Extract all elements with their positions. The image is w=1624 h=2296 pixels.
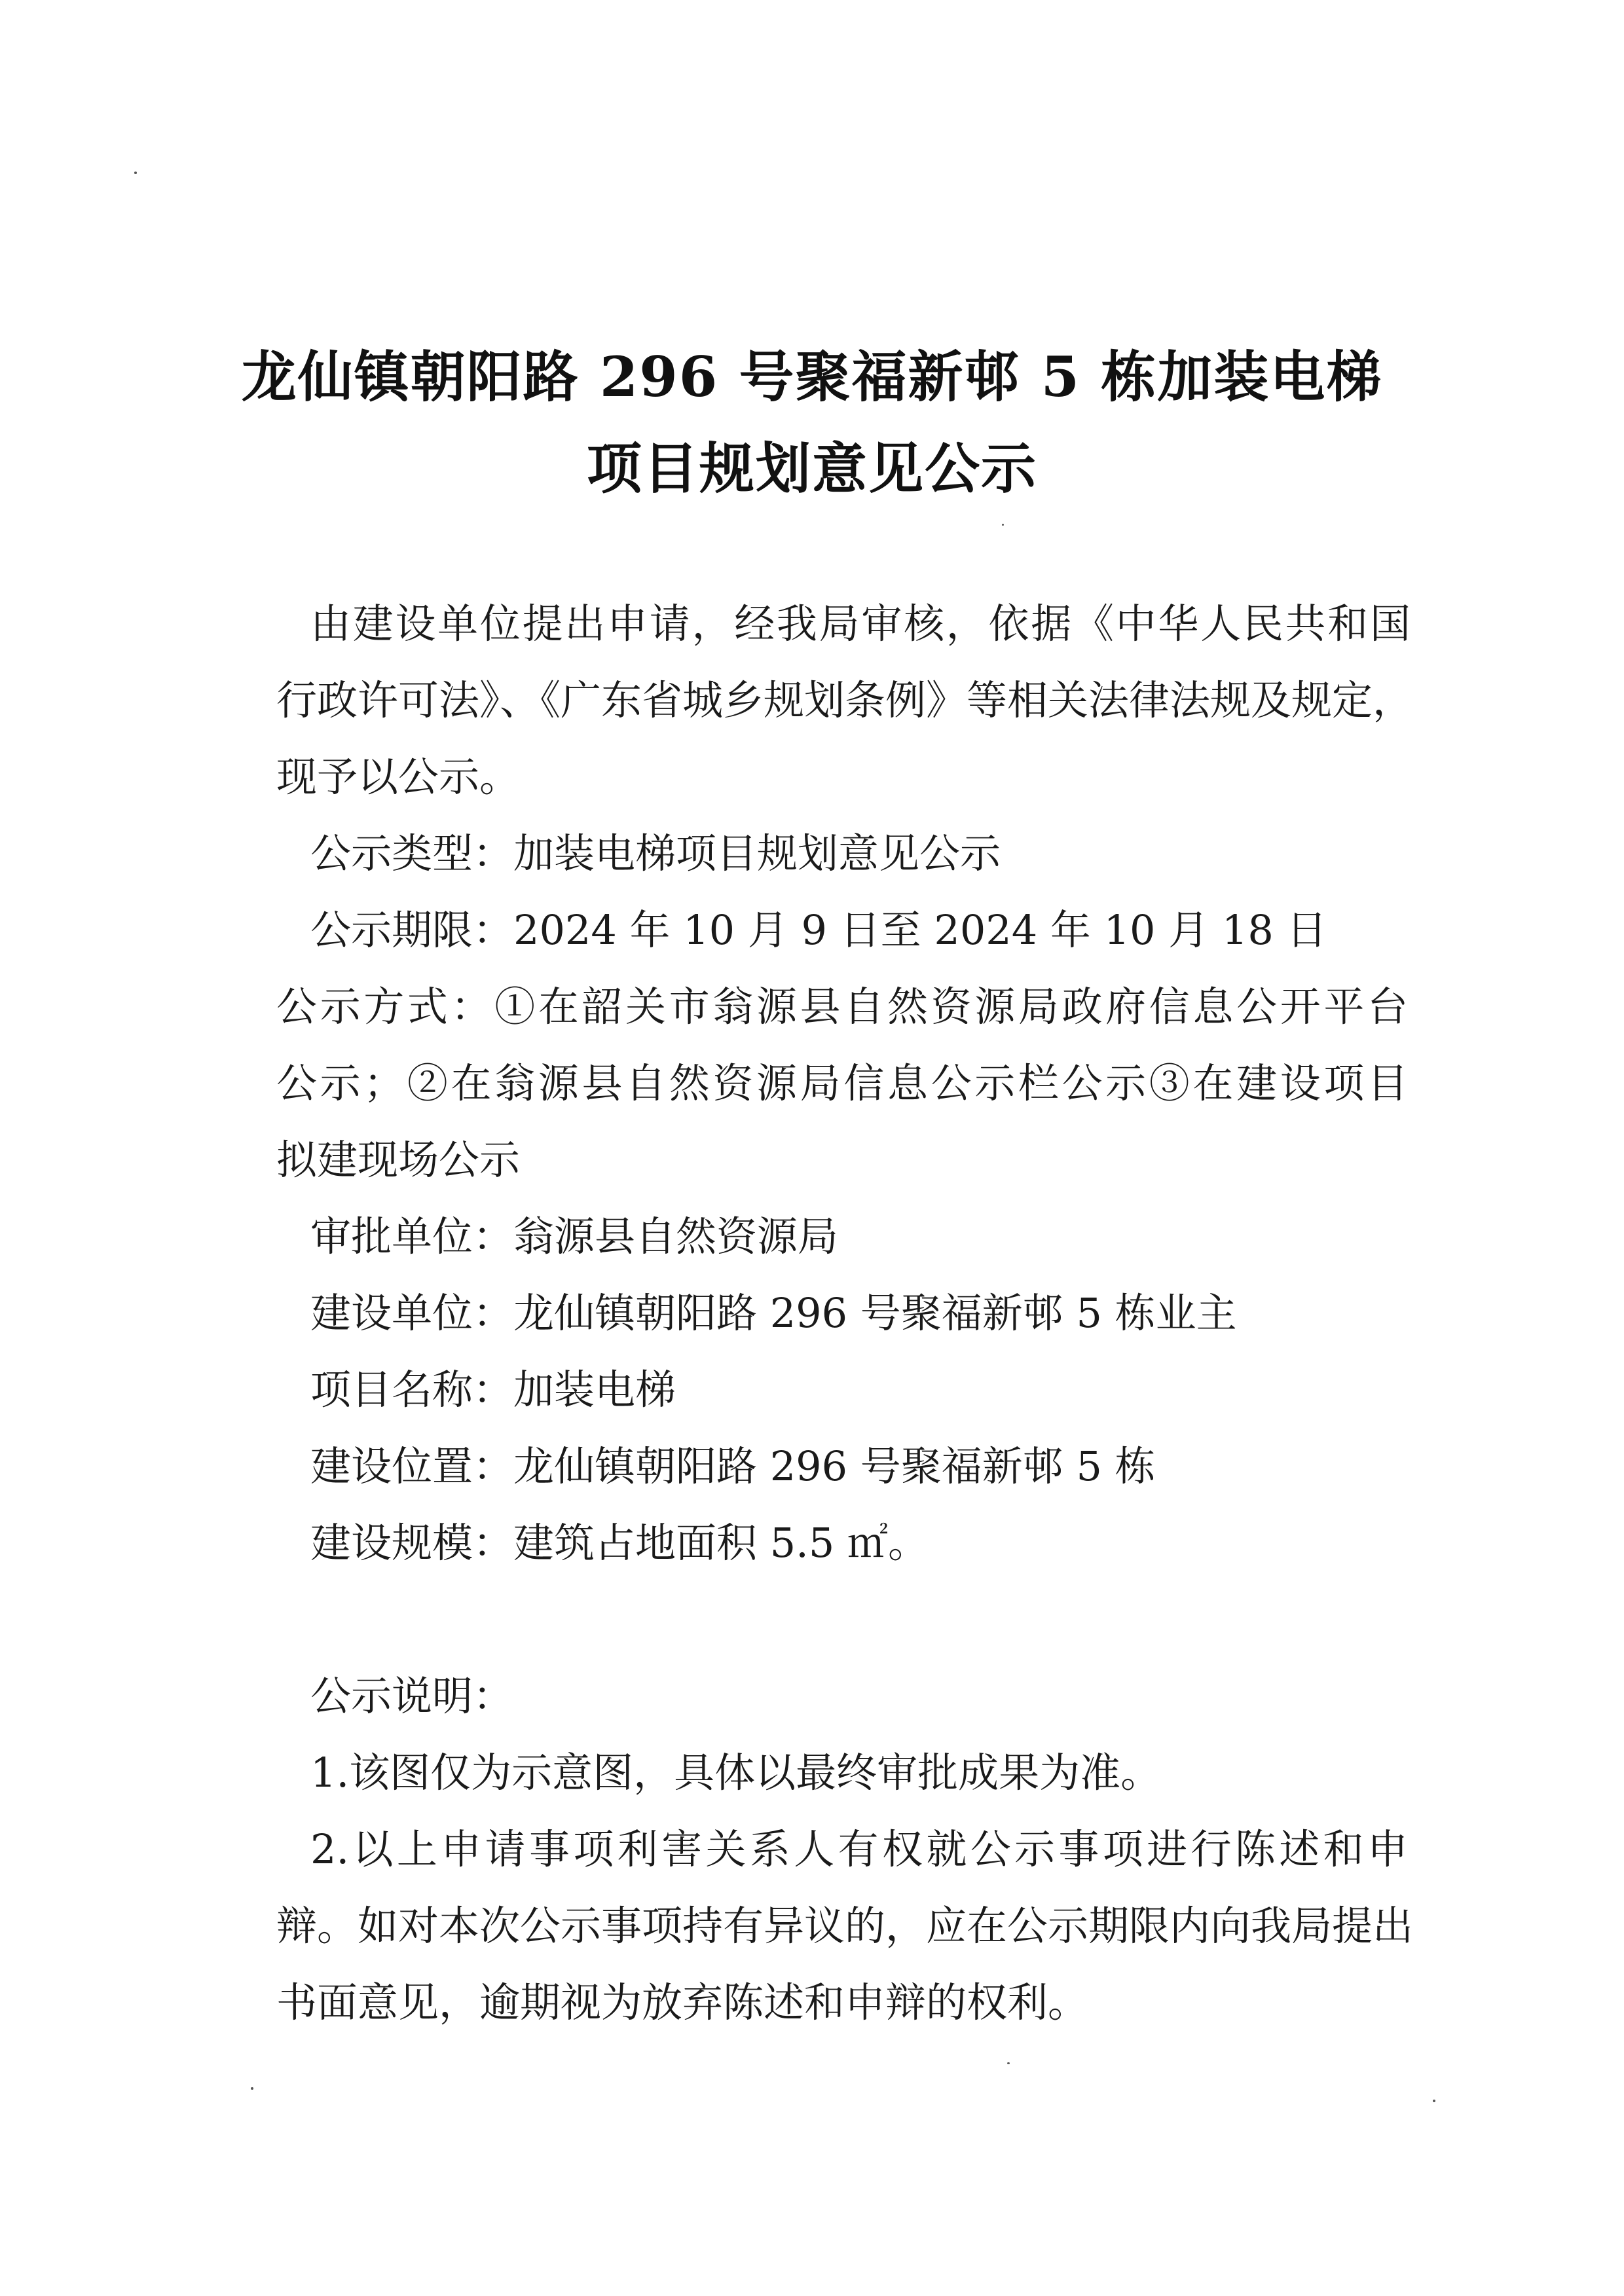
field-approver: 审批单位：翁源县自然资源局 <box>310 1212 839 1260</box>
scan-speck <box>1433 2100 1435 2102</box>
note-1: 1.该图仅为示意图，具体以最终审批成果为准。 <box>310 1749 1162 1796</box>
scan-speck <box>1002 524 1004 526</box>
scan-speck <box>1007 2062 1010 2064</box>
note-2-line-3: 书面意见，逾期视为放弃陈述和申辩的权利。 <box>276 1978 1089 2026</box>
note-2-line-2: 辩。如对本次公示事项持有异议的，应在公示期限内向我局提出 <box>276 1902 1414 1950</box>
notes-heading: 公示说明： <box>310 1672 514 1720</box>
scan-speck <box>251 2087 253 2090</box>
field-period: 公示期限：2024 年 10 月 9 日至 2024 年 10 月 18 日 <box>310 906 1327 954</box>
intro-line-3: 现予以公示。 <box>276 753 521 801</box>
note-2-line-1: 2.以上申请事项利害关系人有权就公示事项进行陈述和申 <box>310 1825 1408 1873</box>
scan-speck <box>134 172 137 174</box>
document-title-line-1: 龙仙镇朝阳路 296 号聚福新邨 5 栋加装电梯 <box>241 344 1383 409</box>
intro-line-1: 由建设单位提出申请，经我局审核，依据《中华人民共和国 <box>310 600 1411 647</box>
field-builder: 建设单位：龙仙镇朝阳路 296 号聚福新邨 5 栋业主 <box>310 1289 1237 1337</box>
field-scale: 建设规模：建筑占地面积 5.5 ㎡。 <box>310 1519 929 1567</box>
document-title-line-2: 项目规划意见公示 <box>586 436 1037 501</box>
field-method-line-3: 拟建现场公示 <box>276 1136 521 1184</box>
field-method-line-2: 公示；②在翁源县自然资源局信息公示栏公示③在建设项目 <box>276 1059 1408 1107</box>
field-location: 建设位置：龙仙镇朝阳路 296 号聚福新邨 5 栋 <box>310 1442 1156 1490</box>
intro-line-2: 行政许可法》、《广东省城乡规划条例》等相关法律法规及规定， <box>276 676 1414 724</box>
field-method-line-1: 公示方式：①在韶关市翁源县自然资源局政府信息公开平台 <box>276 983 1408 1030</box>
field-type: 公示类型：加装电梯项目规划意见公示 <box>310 829 1001 877</box>
field-project: 项目名称：加装电梯 <box>310 1366 676 1413</box>
